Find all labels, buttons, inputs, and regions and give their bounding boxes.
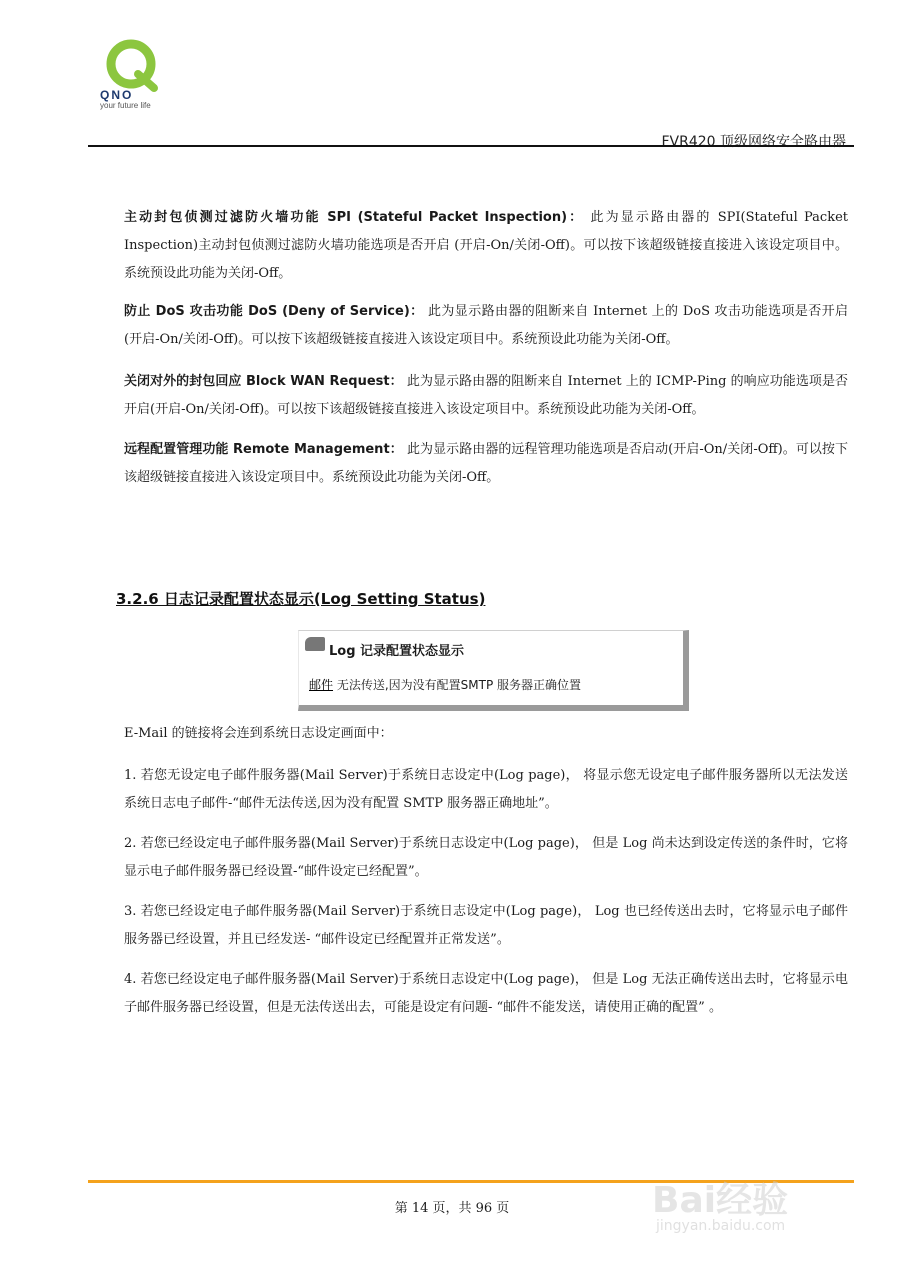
log-panel-title: Log 记录配置状态显示 — [329, 644, 465, 659]
paragraph-dos — [124, 298, 848, 354]
panel-bullet-icon — [305, 637, 325, 651]
email-link-note: E-Mail 的链接将会连到系统日志设定画面中： — [124, 726, 393, 741]
list-item: 1. 若您无设定电子邮件服务器(Mail Server)于系统日志设定中(Log page)， 将显示您无设定电子邮件服务器所以无法发送系统日志电子邮件-“邮件无法传送,因为没有配置 SMTP 服务器正确地址”。 — [124, 768, 848, 811]
logo-text: QNO — [100, 88, 134, 102]
logo-tagline: your future life — [100, 101, 151, 110]
list-item: 3. 若您已经设定电子邮件服务器(Mail Server)于系统日志设定中(Log page)， Log 也已经传送出去时，它将显示电子邮件服务器已经设置，并且已经发送- “邮件设定已经配置并正常发送”。 — [124, 904, 848, 947]
paragraph-body: 此为显示路由器的阻断来自 Internet 上的 DoS 攻击功能选项是否开启 (开启-On/关闭-Off)。可以按下该超级链接直接进入该设定项目中。系统预设此功能为关闭-Off。 — [124, 304, 848, 347]
list-item: 2. 若您已经设定电子邮件服务器(Mail Server)于系统日志设定中(Log page)， 但是 Log 尚未达到设定传送的条件时，它将显示电子邮件服务器已经设置-“邮件设定已经配置”。 — [124, 836, 848, 879]
section-heading: 3.2.6 日志记录配置状态显示(Log Setting Status) — [116, 590, 486, 608]
paragraph-block-wan — [124, 368, 848, 424]
mail-link[interactable]: 邮件 — [309, 678, 334, 692]
log-status-panel — [298, 630, 689, 711]
paragraph-body: 此为显示路由器的 SPI(Stateful Packet Inspection)主动封包侦测过滤防火墙功能选项是否开启 (开启-On/关闭-Off)。可以按下该超级链接直接进入该设定项目中。系统预设此功能为关闭-Off。 — [124, 210, 849, 281]
log-panel-message — [309, 676, 581, 693]
watermark-brand: Bai经验 — [652, 1180, 789, 1221]
paragraph-lead: 防止 DoS 攻击功能 DoS (Deny of Service)： — [124, 304, 424, 319]
document-title: FVR420 顶级网络安全路由器 — [661, 134, 846, 150]
page-number: 第 14 页，共 96 页 — [394, 1201, 510, 1216]
paragraph-body: 此为显示路由器的远程管理功能选项是否启动(开启-On/关闭-Off)。可以按下该超级链接直接进入该设定项目中。系统预设此功能为关闭-Off。 — [124, 442, 848, 485]
watermark-url: jingyan.baidu.com — [656, 1218, 786, 1234]
mail-status-text: 无法传送,因为没有配置SMTP 服务器正确位置 — [333, 678, 581, 692]
paragraph-lead: 主动封包侦测过滤防火墙功能 SPI (Stateful Packet Inspection)： — [124, 210, 585, 225]
paragraph-body: 此为显示路由器的阻断来自 Internet 上的 ICMP-Ping 的响应功能选项是否开启(开启-On/关闭-Off)。可以按下该超级链接直接进入该设定项目中。系统预设此功能为关闭-Off。 — [124, 374, 848, 417]
paragraph-lead: 关闭对外的封包回应 Block WAN Request： — [124, 374, 403, 389]
paragraph-remote-management — [124, 436, 848, 492]
baidu-watermark — [644, 1160, 864, 1250]
header-divider — [88, 145, 854, 147]
paragraph-lead: 远程配置管理功能 Remote Management： — [124, 442, 403, 457]
list-item: 4. 若您已经设定电子邮件服务器(Mail Server)于系统日志设定中(Log page)， 但是 Log 无法正确传送出去时，它将显示电子邮件服务器已经设置，但是无法传送出去，可能是设定有问题- “邮件不能发送，请使用正确的配置” 。 — [124, 972, 848, 1015]
paragraph-spi — [124, 204, 848, 288]
